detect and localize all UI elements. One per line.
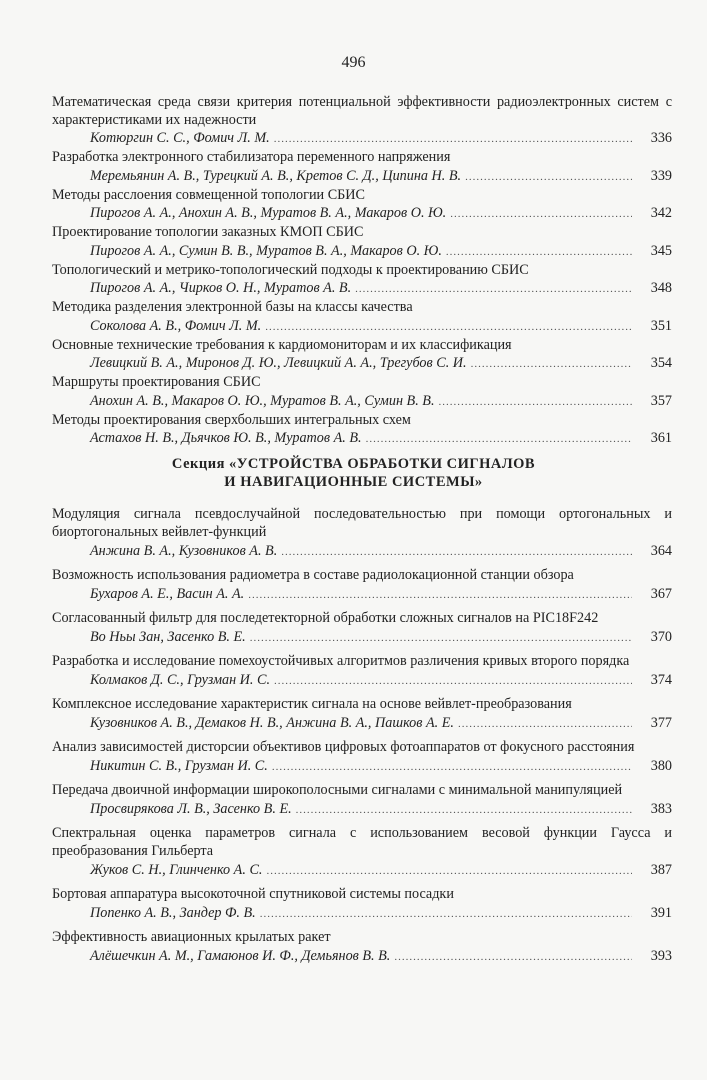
entry-authors: Просвирякова Л. В., Засенко В. Е. [90, 801, 292, 817]
entry-title: Топологический и метрико-топологический подходы к проектированию СБИС [52, 261, 529, 278]
toc-entry [52, 695, 672, 735]
entry-title: Модуляция сигнала псевдослучайной последовательностью при помощи ортогональных и биортогональных вейвлет-функций [52, 506, 672, 540]
entry-title: Маршруты проектирования СБИС [52, 374, 261, 390]
entry-authors: Никитин С. В., Грузман И. С. [90, 758, 268, 774]
entry-page: 380 [650, 758, 672, 774]
entry-page: 354 [650, 355, 672, 371]
entry-page: 345 [650, 242, 672, 259]
entry-page: 357 [650, 392, 672, 409]
entry-author-line [52, 167, 672, 187]
entry-page: 348 [650, 280, 672, 296]
leader-dots [471, 355, 632, 374]
entry-title: Методы проектирования сверхбольших интегральных схем [52, 411, 411, 428]
entry-title: Комплексное исследование характеристик сигнала на основе вейвлет-преобразования [52, 696, 572, 712]
section-heading [0, 455, 707, 491]
entry-title: Методика разделения электронной базы на классы качества [52, 299, 413, 315]
entry-authors: Бухаров А. Е., Васин А. А. [90, 586, 245, 602]
entry-page: 342 [650, 205, 672, 221]
entry-title: Математическая среда связи критерия потенциальной эффективности радиоэлектронных систем с характеристиками их надежности [52, 94, 672, 128]
toc-entry [52, 94, 672, 149]
entry-page: 393 [650, 948, 672, 964]
toc-entry [52, 738, 672, 778]
toc-section-1 [52, 94, 672, 449]
entry-authors: Жуков С. Н., Глинченко А. С. [90, 862, 263, 878]
entry-authors: Котюргин С. С., Фомич Л. М. [90, 130, 270, 146]
entry-title: Согласованный фильтр для последетекторной обработки сложных сигналов на PIC18F242 [52, 610, 599, 626]
leader-dots [296, 800, 632, 821]
leader-dots [439, 393, 632, 412]
entry-author-line [52, 756, 672, 778]
leader-dots [265, 318, 632, 337]
entry-author-line [52, 317, 672, 337]
entry-author-line [52, 584, 672, 606]
toc-entry [52, 885, 672, 925]
entry-title: Бортовая аппаратура высокоточной спутниковой системы посадки [52, 886, 454, 902]
entry-authors: Пирогов А. А., Чирков О. Н., Муратов А. В. [90, 280, 352, 296]
entry-page: 387 [650, 862, 672, 878]
section-heading-line-2: И НАВИГАЦИОННЫЕ СИСТЕМЫ» [224, 474, 483, 490]
section-heading-line-1: Секция «УСТРОЙСТВА ОБРАБОТКИ СИГНАЛОВ [171, 456, 536, 472]
entry-authors: Колмаков Д. С., Грузман И. С. [90, 672, 271, 688]
entry-author-line [52, 429, 672, 449]
toc-section-2 [52, 505, 672, 971]
leader-dots [458, 714, 632, 735]
leader-dots [281, 542, 632, 563]
toc-entry [52, 505, 672, 563]
entry-authors: Соколова А. В., Фомич Л. М. [90, 317, 262, 334]
leader-dots [450, 205, 632, 224]
entry-author-line [52, 392, 672, 412]
leader-dots [260, 904, 632, 925]
leader-dots [248, 585, 632, 606]
leader-dots [394, 947, 632, 968]
entry-title: Передача двоичной информации широкополосными сигналами с минимальной манипуляцией [52, 782, 623, 798]
entry-author-line [52, 354, 672, 374]
entry-page: 364 [650, 543, 672, 559]
entry-page: 370 [650, 629, 672, 645]
leader-dots [355, 280, 632, 299]
toc-entry [52, 224, 672, 262]
entry-title: Разработка электронного стабилизатора переменного напряжения [52, 149, 451, 165]
entry-authors: Меремьянин А. В., Турецкий А. В., Кретов С. Д., Ципина Н. В. [90, 167, 462, 184]
toc-entry [52, 781, 672, 821]
entry-title: Разработка и исследование помехоустойчивых алгоритмов различения кривых второго порядка [52, 653, 630, 669]
toc-entry [52, 824, 672, 882]
entry-author-line [52, 799, 672, 821]
entry-page: 361 [650, 430, 672, 446]
toc-entry [52, 566, 672, 606]
entry-authors: Алёшечкин А. М., Гамаюнов И. Ф., Демьянов В. В. [90, 948, 391, 964]
entry-authors: Пирогов А. А., Анохин А. В., Муратов В. А., Макаров О. Ю. [90, 205, 447, 221]
entry-page: 336 [650, 130, 672, 146]
entry-authors: Астахов Н. В., Дьячков Ю. В., Муратов А. В. [90, 430, 362, 446]
entry-page: 383 [650, 801, 672, 817]
entry-author-line [52, 860, 672, 882]
entry-page: 377 [650, 715, 672, 731]
entry-author-line [52, 541, 672, 563]
entry-authors: Кузовников А. В., Демаков Н. В., Анжина В. А., Пашков А. Е. [90, 715, 454, 731]
toc-entry [52, 149, 672, 187]
entry-author-line [52, 129, 672, 149]
entry-author-line [52, 242, 672, 262]
entry-title: Эффективность авиационных крылатых ракет [52, 929, 331, 945]
leader-dots [272, 757, 632, 778]
page-number: 496 [341, 54, 366, 71]
entry-page: 367 [650, 586, 672, 602]
entry-author-line [52, 670, 672, 692]
entry-author-line [52, 279, 672, 299]
entry-page: 351 [650, 317, 672, 334]
entry-authors: Анжина В. А., Кузовников А. В. [90, 543, 278, 559]
toc-entry [52, 652, 672, 692]
toc-entry [52, 187, 672, 225]
entry-authors: Во Ньы Зан, Засенко В. Е. [90, 629, 246, 645]
leader-dots [446, 243, 632, 262]
leader-dots [250, 628, 632, 649]
entry-title: Основные технические требования к кардиомониторам и их классификация [52, 336, 512, 353]
entry-title: Спектральная оценка параметров сигнала с использованием весовой функции Гаусса и преобразования Гильберта [52, 825, 672, 859]
entry-title: Методы расслоения совмещенной топологии СБИС [52, 186, 366, 203]
entry-author-line [52, 204, 672, 224]
entry-page: 391 [650, 905, 672, 921]
entry-author-line [52, 946, 672, 968]
entry-authors: Попенко А. В., Зандер Ф. В. [90, 905, 256, 921]
toc-entry [52, 262, 672, 300]
entry-author-line [52, 713, 672, 735]
leader-dots [274, 130, 632, 149]
entry-authors: Левицкий В. А., Миронов Д. Ю., Левицкий А. А., Трегубов С. И. [90, 355, 467, 371]
leader-dots [266, 861, 632, 882]
toc-entry [52, 374, 672, 412]
entry-authors: Пирогов А. А., Сумин В. В., Муратов В. А., Макаров О. Ю. [90, 242, 442, 259]
toc-entry [52, 609, 672, 649]
toc-entry [52, 299, 672, 337]
entry-authors: Анохин А. В., Макаров О. Ю., Муратов В. А., Сумин В. В. [90, 392, 435, 409]
entry-title: Возможность использования радиометра в составе радиолокационной станции обзора [52, 567, 574, 583]
toc-entry [52, 337, 672, 375]
entry-author-line [52, 903, 672, 925]
leader-dots [465, 168, 632, 187]
entry-author-line [52, 627, 672, 649]
entry-page: 374 [650, 672, 672, 688]
entry-page: 339 [650, 167, 672, 184]
entry-title: Анализ зависимостей дисторсии объективов цифровых фотоаппаратов от фокусного расстояния [52, 739, 635, 755]
toc-entry [52, 412, 672, 450]
leader-dots [366, 430, 632, 449]
toc-entry [52, 928, 672, 968]
leader-dots [274, 671, 632, 692]
entry-title: Проектирование топологии заказных КМОП СБИС [52, 224, 364, 240]
